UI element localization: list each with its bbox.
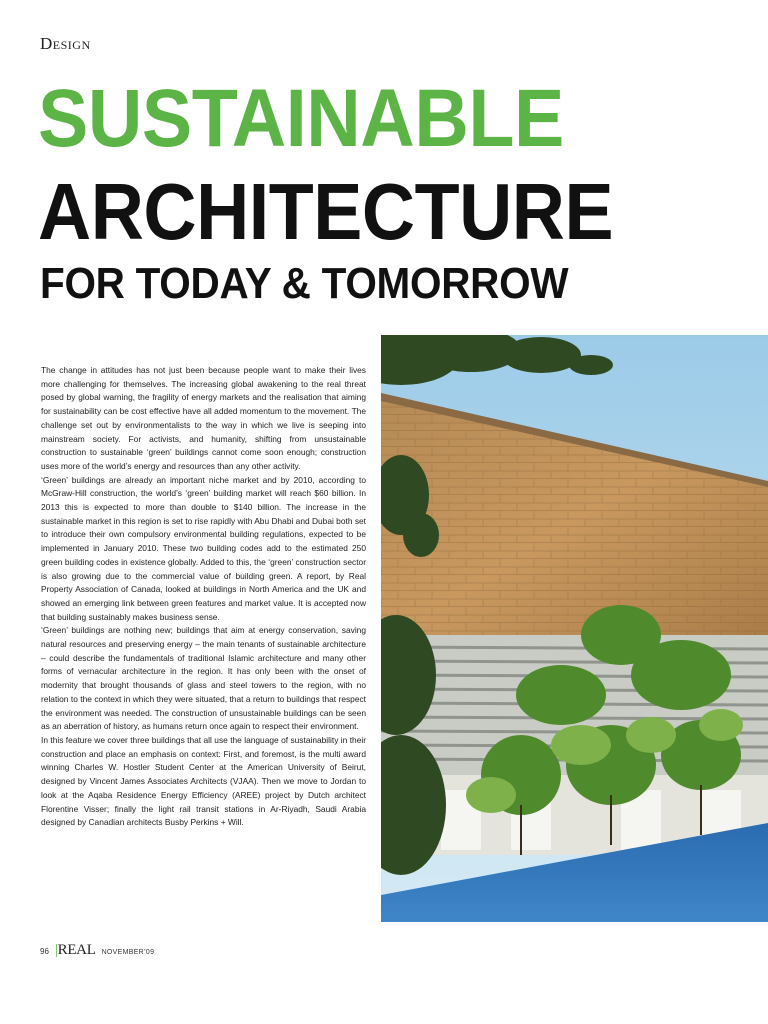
page-number: 96 [40, 947, 49, 956]
page-footer [40, 942, 154, 959]
headline-line-1: SUSTAINABLE [38, 73, 564, 164]
body-paragraph-4: In this feature we cover three buildings that all use the language of sustainability in their construction and place an emphasis on context: First, and foremost, is the multi award winning Charles W. Hostler Student Center at the American University of Beirut, designed by Vincent James Associates Architects (VJAA). Then we move to Jordan to look at the Aqaba Residence Energy Efficiency (AREE) project by Dutch architect Florentine Visser; finally the light rail transit stations in Ar-Riyadh, Saudi Arabia designed by Canadian architects Busby Perkins + Will. [41, 734, 366, 828]
magazine-name: REAL [57, 942, 96, 958]
body-paragraph-1: The change in attitudes has not just been because people want to make their lives more challenging for themselves. The increasing global awakening to the real threat posed by global warning, the fragility of energy markets and the realisation that aiming for sustainability can be cost effective have all added momentum to the movement. The challenge set out by environmentalists to the way in which we live is seeping into mainstream society. For activists, and humanity, shifting from unsustainable construction to sustainable ‘green’ buildings cannot come soon enough; construction uses more of the world’s energy and resources than any other activity. [41, 365, 366, 471]
headline-line-3: FOR TODAY & TOMORROW [40, 259, 569, 308]
building-photo [381, 335, 768, 922]
section-label: Design [40, 34, 91, 53]
body-paragraph-3: ‘Green’ buildings are nothing new; buildings that aim at energy conservation, saving natural resources and preserving energy – the main tenants of sustainable architecture – could describe the fundamentals of traditional Islamic architecture and many other forms of vernacular architecture in the region. It has only been with the onset of modernity that brought thousands of glass and steel towers to the region, with no relation to the context in which they were situated, that a return to buildings that respect the environment was needed. The construction of unsustainable buildings can be seen as an aberration of history, as humans return once again to respect their environment. [41, 625, 366, 732]
article-body [41, 364, 366, 830]
body-paragraph-2: ‘Green’ buildings are already an important niche market and by 2010, according to McGraw-Hill construction, the world’s ‘green’ building market will reach $60 billion. In 2013 this is expected to more than double to $140 billion. The increase in the sustainable market in this region is set to rise rapidly with Abu Dhabi and Dubai both set to introduce their own compulsory environmental building regulations, expected to be implemented in January 2010. These two building codes add to the estimated 250 green building codes in existence globally. Added to this, the ‘green’ construction sector is also growing due to the commercial value of building green. A report, by Real Property Association of Canada, looked at buildings in North America and the UK and showed an emerging link between green features and market value. It is accepted now that building sustainably makes business sense. [41, 474, 366, 622]
issue-date: NOVEMBER’09 [101, 949, 155, 956]
headline-line-2: ARCHITECTURE [38, 167, 614, 256]
magazine-logo: |REAL [54, 942, 96, 958]
